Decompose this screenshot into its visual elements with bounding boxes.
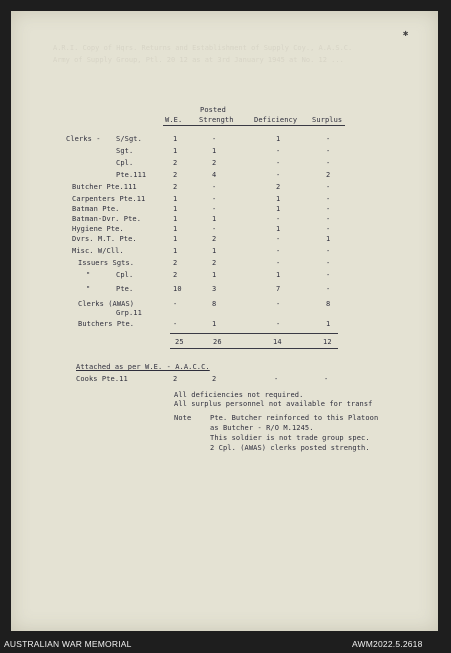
row-posted-value: - xyxy=(212,225,217,233)
note-line-4: 2 Cpl. (AWAS) clerks posted strength. xyxy=(210,444,370,452)
total-deficiency: 14 xyxy=(273,338,282,346)
row-surplus-value: - xyxy=(326,215,331,223)
row-surplus-value: 2 xyxy=(326,171,331,179)
row-surplus-value: - xyxy=(326,285,331,293)
row-deficiency-value: - xyxy=(276,235,281,243)
attached-row-deficiency: - xyxy=(274,375,279,383)
row-surplus-value: - xyxy=(326,271,331,279)
row-surplus-value: - xyxy=(326,195,331,203)
row-surplus-value: 1 xyxy=(326,235,331,243)
row-we-value: 1 xyxy=(173,147,178,155)
row-deficiency-value: 7 xyxy=(276,285,281,293)
row-deficiency-value: 1 xyxy=(276,225,281,233)
footer-archive-name: AUSTRALIAN WAR MEMORIAL xyxy=(4,639,132,649)
row-posted-value: 1 xyxy=(212,215,217,223)
row-deficiency-value: - xyxy=(276,147,281,155)
row-label: Batman-Dvr. Pte. xyxy=(72,215,142,223)
row-deficiency-value: 1 xyxy=(276,195,281,203)
row-posted-value: - xyxy=(212,183,217,191)
row-label: Carpenters Pte.11 xyxy=(72,195,146,203)
row-posted-value: - xyxy=(212,205,217,213)
row-surplus-value: - xyxy=(326,247,331,255)
row-we-value: - xyxy=(173,320,178,328)
row-we-value: 1 xyxy=(173,195,178,203)
row-we-value: 1 xyxy=(173,205,178,213)
total-posted: 26 xyxy=(213,338,222,346)
row-group-label: Clerks - xyxy=(66,135,101,143)
row-label: Issuers Sgts. xyxy=(78,259,135,267)
row-we-value: 1 xyxy=(173,225,178,233)
footer-accession-number: AWM2022.5.2618 xyxy=(352,639,423,649)
row-deficiency-value: 1 xyxy=(276,135,281,143)
row-deficiency-value: - xyxy=(276,171,281,179)
attached-row-surplus: - xyxy=(324,375,329,383)
header-posted-top: Posted xyxy=(200,106,226,114)
row-we-value: 2 xyxy=(173,259,178,267)
attached-row-posted: 2 xyxy=(212,375,217,383)
row-label: Dvrs. M.T. Pte. xyxy=(72,235,137,243)
row-posted-value: 1 xyxy=(212,147,217,155)
row-posted-value: - xyxy=(212,135,217,143)
row-posted-value: 3 xyxy=(212,285,217,293)
remark-line-1: All deficiencies not required. xyxy=(174,391,304,399)
row-label: Butchers Pte. xyxy=(78,320,135,328)
header-surplus: Surplus xyxy=(312,116,343,124)
row-we-value: 1 xyxy=(173,215,178,223)
pin-mark-icon: ✱ xyxy=(403,29,409,39)
header-we: W.E. xyxy=(165,116,183,124)
row-we-value: 1 xyxy=(173,247,178,255)
header-underline xyxy=(163,125,345,126)
row-deficiency-value: - xyxy=(276,320,281,328)
note-label: Note xyxy=(174,414,192,422)
row-label-sub: Grp.11 xyxy=(116,309,142,317)
row-posted-value: 4 xyxy=(212,171,217,179)
row-posted-value: 2 xyxy=(212,235,217,243)
row-label: Batman Pte. xyxy=(72,205,120,213)
row-posted-value: 1 xyxy=(212,271,217,279)
bleed-through-line-2: Army of Supply Group, Ptl. 20 12 as at 3rd January 1945 at No. 12 ... xyxy=(53,56,344,64)
row-posted-value: 1 xyxy=(212,320,217,328)
row-we-value: 2 xyxy=(173,159,178,167)
row-deficiency-value: 1 xyxy=(276,205,281,213)
row-surplus-value: 1 xyxy=(326,320,331,328)
row-posted-value: 8 xyxy=(212,300,217,308)
row-label: Cpl. xyxy=(116,159,134,167)
row-label: Clerks (AWAS) xyxy=(78,300,135,308)
row-surplus-value: 8 xyxy=(326,300,331,308)
row-we-value: 2 xyxy=(173,171,178,179)
row-label: S/Sgt. xyxy=(116,135,142,143)
row-we-value: 10 xyxy=(173,285,182,293)
row-label: Pte. xyxy=(116,285,134,293)
row-label: Pte.111 xyxy=(116,171,147,179)
row-we-value: 2 xyxy=(173,183,178,191)
total-surplus: 12 xyxy=(323,338,332,346)
row-posted-value: 2 xyxy=(212,259,217,267)
row-we-value: - xyxy=(173,300,178,308)
row-posted-value: - xyxy=(212,195,217,203)
attached-title: Attached as per W.E. - A.A.C.C. xyxy=(76,363,210,371)
attached-row-we: 2 xyxy=(173,375,178,383)
attached-row-label: Cooks Pte.11 xyxy=(76,375,128,383)
row-label: Butcher Pte.111 xyxy=(72,183,137,191)
row-deficiency-value: - xyxy=(276,215,281,223)
row-deficiency-value: - xyxy=(276,259,281,267)
row-deficiency-value: - xyxy=(276,247,281,255)
row-deficiency-value: 2 xyxy=(276,183,281,191)
row-we-value: 1 xyxy=(173,235,178,243)
row-ditto-mark: " xyxy=(86,271,91,279)
row-surplus-value: - xyxy=(326,159,331,167)
row-label: Misc. W/Cll. xyxy=(72,247,124,255)
document-sheet xyxy=(11,11,438,631)
row-posted-value: 1 xyxy=(212,247,217,255)
row-surplus-value: - xyxy=(326,225,331,233)
totals-rule-top xyxy=(170,333,338,334)
row-deficiency-value: - xyxy=(276,300,281,308)
row-surplus-value: - xyxy=(326,135,331,143)
row-surplus-value: - xyxy=(326,183,331,191)
totals-rule-bottom xyxy=(170,348,338,349)
header-posted-bottom: Strength xyxy=(199,116,234,124)
row-surplus-value: - xyxy=(326,205,331,213)
note-line-1: Pte. Butcher reinforced to this Platoon xyxy=(210,414,379,422)
row-label: Hygiene Pte. xyxy=(72,225,124,233)
row-surplus-value: - xyxy=(326,259,331,267)
row-we-value: 1 xyxy=(173,135,178,143)
row-ditto-mark: " xyxy=(86,285,91,293)
note-line-2: as Butcher - R/O M.1245. xyxy=(210,424,314,432)
remark-line-2: All surplus personnel not available for transf xyxy=(174,400,373,408)
row-posted-value: 2 xyxy=(212,159,217,167)
note-line-3: This soldier is not trade group spec. xyxy=(210,434,370,442)
row-deficiency-value: 1 xyxy=(276,271,281,279)
row-label: Cpl. xyxy=(116,271,134,279)
total-we: 25 xyxy=(175,338,184,346)
row-we-value: 2 xyxy=(173,271,178,279)
bleed-through-line-1: A.R.I. Copy of Hqrs. Returns and Establishment of Supply Coy., A.A.S.C. xyxy=(53,44,353,52)
row-deficiency-value: - xyxy=(276,159,281,167)
header-deficiency: Deficiency xyxy=(254,116,298,124)
row-label: Sgt. xyxy=(116,147,134,155)
row-surplus-value: - xyxy=(326,147,331,155)
